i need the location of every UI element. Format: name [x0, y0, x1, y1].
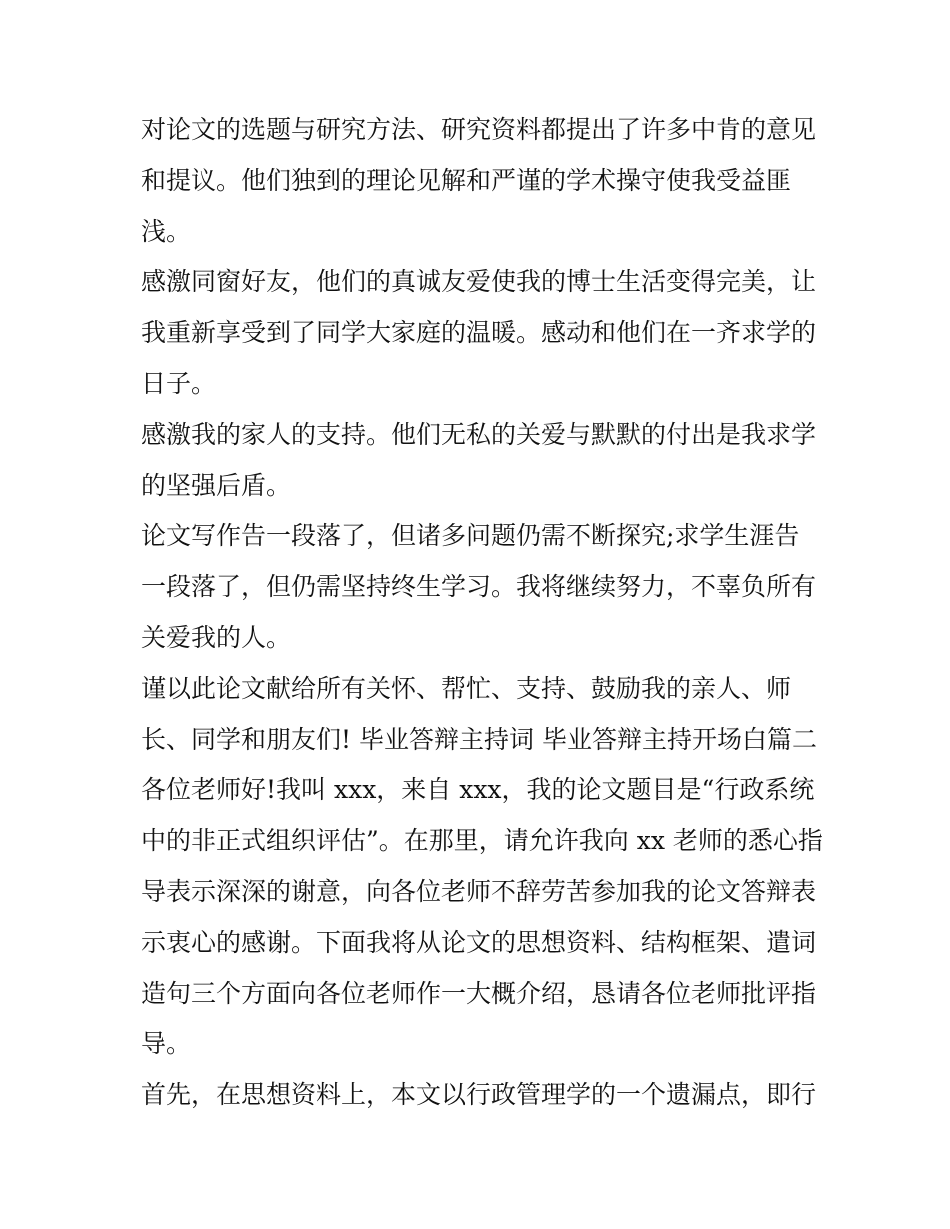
text-line: 日子。: [141, 368, 217, 398]
text-line: 示衷心的感谢。下面我将从论文的思想资料、结构框架、遣词: [141, 927, 817, 957]
text-line: 导。: [141, 1029, 192, 1059]
text-line: 长、同学和朋友们! 毕业答辩主持词 毕业答辩主持开场白篇二: [141, 724, 817, 754]
text-line: 感激同窗好友，他们的真诚友爱使我的博士生活变得完美，让: [141, 267, 817, 297]
text-line: 谨以此论文献给所有关怀、帮忙、支持、鼓励我的亲人、师: [141, 673, 792, 703]
text-line: 关爱我的人。: [141, 622, 292, 652]
text-line: 浅。: [141, 216, 192, 246]
document-body: [141, 105, 821, 1121]
text-line: 一段落了，但仍需坚持终生学习。我将继续努力，不辜负所有: [141, 572, 817, 602]
text-line: 论文写作告一段落了，但诸多问题仍需不断探究;求学生涯告: [141, 521, 800, 551]
text-line: 和提议。他们独到的理论见解和严谨的学术操守使我受益匪: [141, 165, 792, 195]
text-line: 感激我的家人的支持。他们无私的关爱与默默的付出是我求学: [141, 419, 817, 449]
text-line: 中的非正式组织评估”。在那里，请允许我向 xx 老师的悉心指: [141, 826, 823, 856]
text-line: 对论文的选题与研究方法、研究资料都提出了许多中肯的意见: [141, 115, 817, 144]
text-line: 导表示深深的谢意，向各位老师不辞劳苦参加我的论文答辩表: [141, 876, 817, 906]
text-line: 的坚强后盾。: [141, 470, 292, 500]
text-line: 我重新享受到了同学大家庭的温暖。感动和他们在一齐求学的: [141, 318, 817, 348]
text-line: 首先，在思想资料上，本文以行政管理学的一个遗漏点，即行: [141, 1080, 817, 1110]
text-line: 造句三个方面向各位老师作一大概介绍，恳请各位老师批评指: [141, 978, 817, 1008]
text-line: 各位老师好!我叫 xxx，来自 xxx，我的论文题目是“行政系统: [141, 775, 815, 805]
